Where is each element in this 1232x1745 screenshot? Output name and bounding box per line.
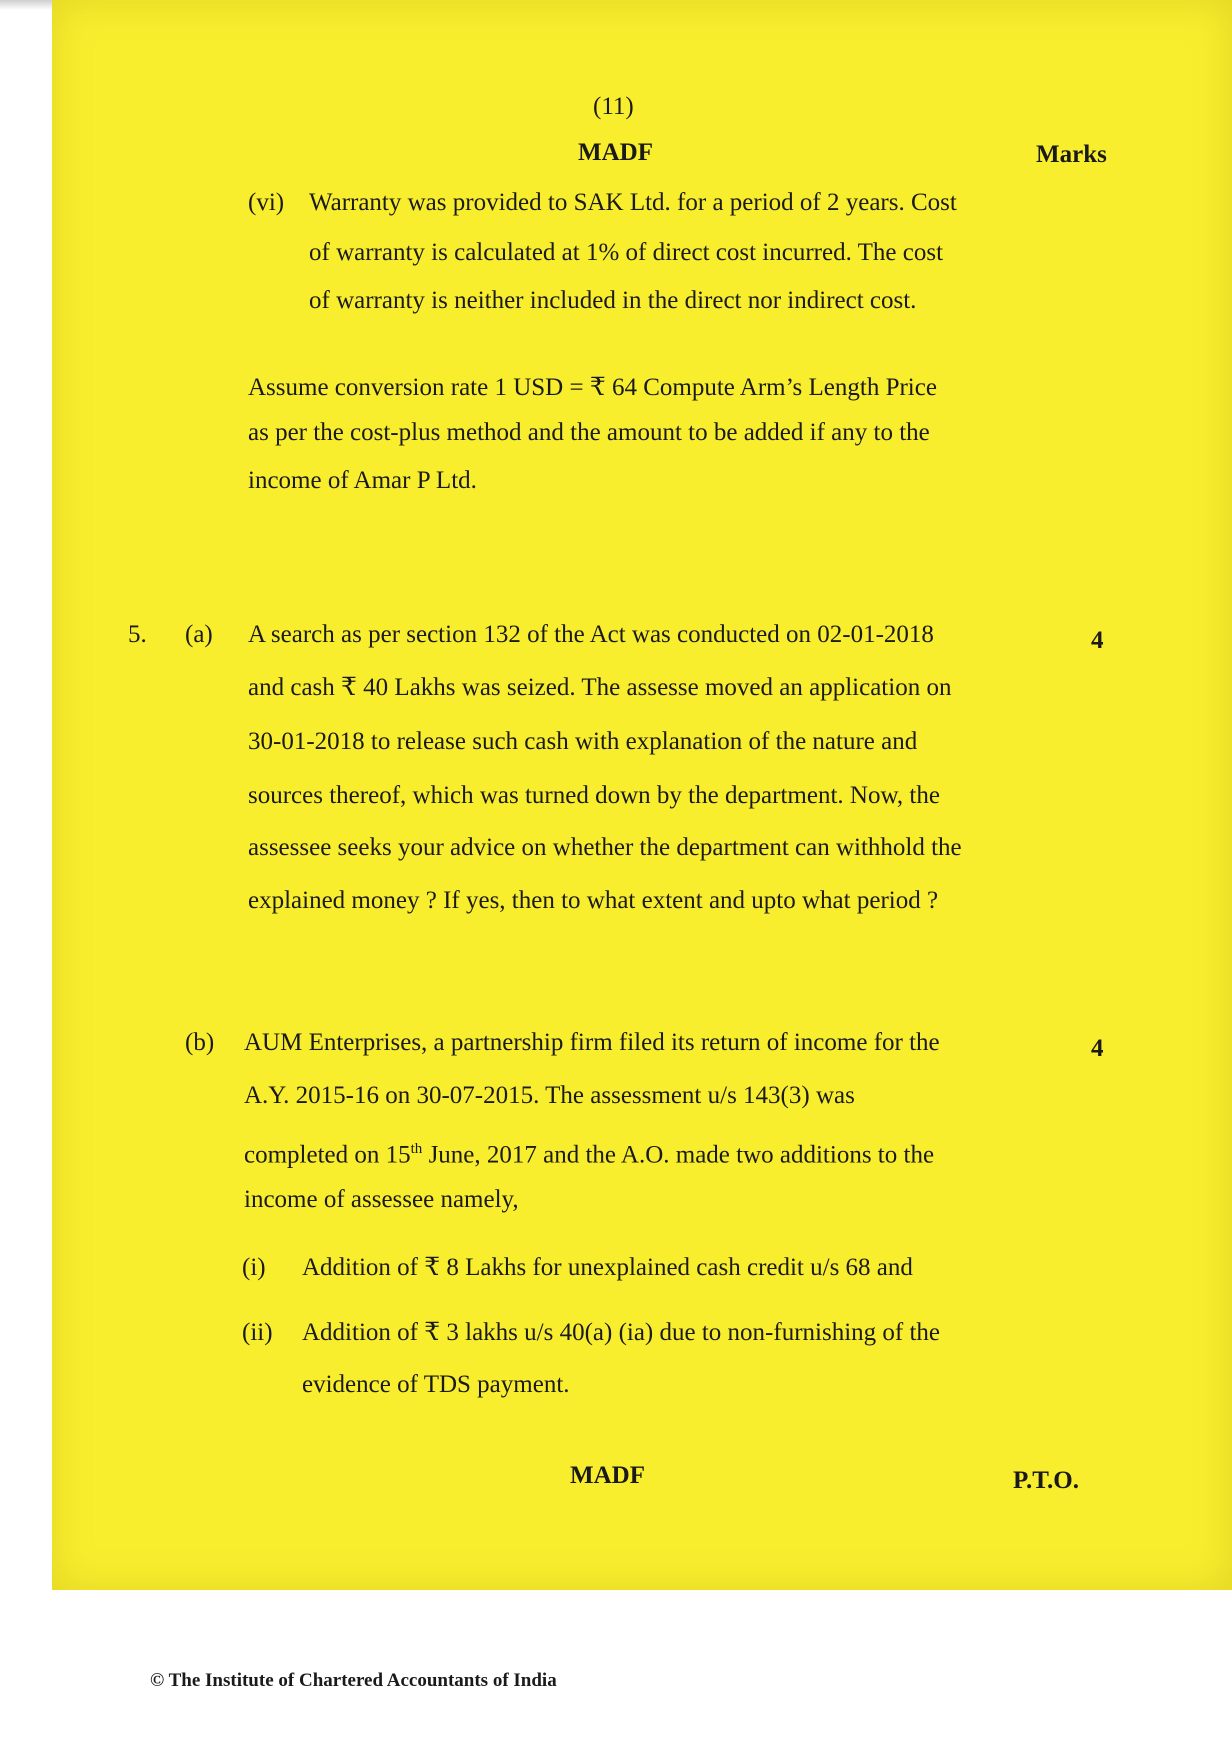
- part-vi-line-3: of warranty is neither included in the direct nor indirect cost.: [309, 287, 917, 314]
- part-b-line-3: [244, 1136, 934, 1168]
- part-a-label: (a): [185, 621, 213, 648]
- assume-line-2: as per the cost-plus method and the amount to be added if any to the: [248, 419, 930, 446]
- sub-i-label: (i): [242, 1254, 266, 1281]
- part-a-line-1: A search as per section 132 of the Act was conducted on 02-01-2018: [248, 621, 934, 648]
- paper-code-header: MADF: [578, 139, 653, 166]
- part-b-line-3-start: completed on 15: [244, 1141, 411, 1169]
- sub-ii-line-1: Addition of ₹ 3 lakhs u/s 40(a) (ia) due to non-furnishing of the: [302, 1319, 941, 1346]
- assume-line-1: Assume conversion rate 1 USD = ₹ 64 Compute Arm’s Length Price: [248, 374, 937, 401]
- part-a-line-2: and cash ₹ 40 Lakhs was seized. The assesse moved an application on: [248, 674, 952, 701]
- part-a-line-4: sources thereof, which was turned down by the department. Now, the: [248, 782, 940, 809]
- part-b-line-1: AUM Enterprises, a partnership firm filed its return of income for the: [244, 1029, 940, 1056]
- question-5-number: 5.: [128, 621, 147, 648]
- paper-code-footer: MADF: [570, 1462, 645, 1489]
- part-a-line-6: explained money ? If yes, then to what extent and upto what period ?: [248, 887, 939, 914]
- sub-i-text: Addition of ₹ 8 Lakhs for unexplained cash credit u/s 68 and: [302, 1254, 913, 1281]
- ordinal-superscript: th: [410, 1141, 423, 1157]
- part-b-label: (b): [185, 1029, 215, 1056]
- part-a-marks: 4: [1091, 627, 1104, 654]
- copyright-notice: © The Institute of Chartered Accountants of India: [150, 1670, 557, 1691]
- part-b-marks: 4: [1091, 1035, 1104, 1062]
- pto-label: P.T.O.: [1013, 1467, 1079, 1494]
- part-b-line-3-end: June, 2017 and the A.O. made two additions to the: [422, 1141, 935, 1169]
- sub-ii-label: (ii): [242, 1319, 273, 1346]
- part-vi-label: (vi): [248, 189, 285, 216]
- assume-line-3: income of Amar P Ltd.: [248, 467, 477, 494]
- part-a-line-5: assessee seeks your advice on whether the department can withhold the: [248, 834, 962, 861]
- part-b-line-4: income of assessee namely,: [244, 1186, 519, 1213]
- part-a-line-3: 30-01-2018 to release such cash with explanation of the nature and: [248, 728, 918, 755]
- part-vi-line-1: Warranty was provided to SAK Ltd. for a period of 2 years. Cost: [309, 189, 957, 216]
- part-b-line-2: A.Y. 2015-16 on 30-07-2015. The assessment u/s 143(3) was: [244, 1082, 855, 1109]
- page-number: (11): [593, 93, 634, 120]
- marks-label: Marks: [1036, 141, 1107, 168]
- part-vi-line-2: of warranty is calculated at 1% of direct cost incurred. The cost: [309, 239, 944, 266]
- sub-ii-line-2: evidence of TDS payment.: [302, 1371, 570, 1398]
